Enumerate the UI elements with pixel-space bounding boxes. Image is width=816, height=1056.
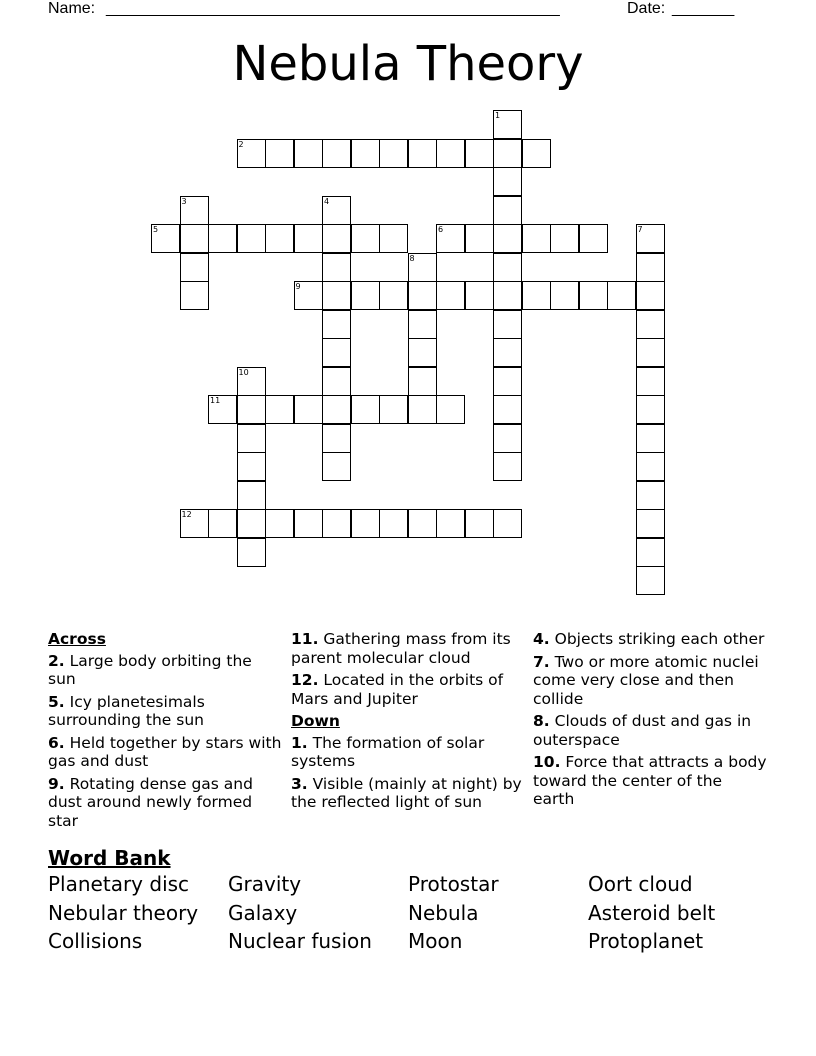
clue-down-7: [533, 653, 768, 709]
crossword-cell[interactable]: [465, 224, 494, 253]
clue-across-6: [48, 734, 283, 771]
crossword-cell[interactable]: [208, 509, 237, 538]
crossword-cell[interactable]: [493, 424, 522, 453]
crossword-cell[interactable]: [237, 452, 266, 481]
cell-number: 4: [324, 196, 330, 206]
cell-number: 3: [181, 196, 187, 206]
clue-text: Icy planetesimals surrounding the sun: [48, 692, 205, 729]
crossword-cell[interactable]: [265, 509, 294, 538]
crossword-cell[interactable]: [408, 139, 437, 168]
crossword-cell[interactable]: [322, 281, 351, 310]
crossword-cell[interactable]: [265, 395, 294, 424]
crossword-cell[interactable]: [180, 224, 209, 253]
cell-number: 6: [438, 225, 444, 234]
crossword-cell[interactable]: [237, 224, 266, 253]
name-label: Name:: [48, 0, 96, 17]
crossword-cell[interactable]: [493, 110, 522, 139]
crossword-cell[interactable]: [550, 281, 579, 310]
clue-number: 2.: [48, 651, 65, 670]
cell-number: 5: [153, 225, 159, 234]
word-bank-item: Nuclear fusion: [228, 929, 372, 953]
cell-number: 1: [495, 111, 501, 120]
clue-down-10: [533, 753, 768, 809]
word-bank-item: Nebular theory: [48, 901, 199, 925]
crossword-cell[interactable]: [265, 139, 294, 168]
crossword-cell[interactable]: [322, 338, 351, 367]
clue-across-11: [291, 630, 526, 667]
crossword-cell[interactable]: [351, 224, 380, 253]
cell-number: 8: [409, 253, 415, 263]
word-bank-item: Planetary disc: [48, 872, 190, 896]
crossword-cell[interactable]: [208, 395, 237, 424]
clue-number: 4.: [533, 630, 550, 648]
word-bank-item: Collisions: [48, 929, 143, 953]
clue-number: 8.: [533, 712, 550, 730]
clue-text: Rotating dense gas and dust around newly formed star: [48, 774, 253, 830]
crossword-cell[interactable]: [579, 281, 608, 310]
crossword-cell[interactable]: [180, 253, 209, 282]
crossword-cell[interactable]: [436, 509, 465, 538]
crossword-cell[interactable]: [493, 310, 522, 339]
clue-text: Visible (mainly at night) by the reflected light of sun: [291, 774, 522, 811]
crossword-cell[interactable]: [522, 139, 551, 168]
crossword-cell[interactable]: [522, 281, 551, 310]
crossword-cell[interactable]: [265, 224, 294, 253]
clue-text: Objects striking each other: [554, 630, 765, 648]
clue-down-1: [291, 734, 526, 771]
crossword-cell[interactable]: [351, 139, 380, 168]
crossword-cell[interactable]: [379, 139, 408, 168]
cell-number: 10: [238, 367, 249, 377]
crossword-cell[interactable]: [636, 310, 665, 339]
crossword-cell[interactable]: [636, 253, 665, 282]
crossword-cell[interactable]: [493, 452, 522, 481]
crossword-cell[interactable]: [151, 224, 180, 253]
clue-text: Two or more atomic nuclei come very close and then collide: [533, 652, 759, 708]
crossword-cell[interactable]: [493, 395, 522, 424]
cell-number: 9: [295, 282, 301, 291]
crossword-cell[interactable]: [436, 139, 465, 168]
clue-number: 11.: [291, 630, 319, 648]
crossword-cell[interactable]: [636, 367, 665, 396]
crossword-cell[interactable]: [180, 509, 209, 538]
clue-number: 7.: [533, 652, 550, 671]
word-bank-item: Asteroid belt: [588, 901, 716, 925]
crossword-cell[interactable]: [180, 196, 209, 225]
clue-across-9: [48, 775, 283, 831]
crossword-cell[interactable]: [436, 281, 465, 310]
clue-down-8: [533, 712, 768, 749]
crossword-cell[interactable]: [322, 452, 351, 481]
crossword-cell[interactable]: [351, 395, 380, 424]
down-heading: Down: [291, 712, 340, 730]
clue-text: Located in the orbits of Mars and Jupiter: [291, 671, 504, 708]
crossword-cell[interactable]: [408, 281, 437, 310]
word-bank-item: Gravity: [228, 872, 302, 896]
crossword-cell[interactable]: [208, 224, 237, 253]
crossword-cell[interactable]: [408, 395, 437, 424]
word-bank-item: Protoplanet: [588, 929, 704, 953]
clue-number: 6.: [48, 733, 65, 752]
crossword-cell[interactable]: [294, 139, 323, 168]
crossword-cell[interactable]: [636, 566, 665, 595]
crossword-cell[interactable]: [465, 139, 494, 168]
word-bank-title: Word Bank: [48, 846, 171, 870]
crossword-cell[interactable]: [408, 338, 437, 367]
crossword-cell[interactable]: [465, 281, 494, 310]
crossword-cell[interactable]: [294, 395, 323, 424]
crossword-cell[interactable]: [607, 281, 636, 310]
crossword-cell[interactable]: [465, 509, 494, 538]
word-bank-item: Oort cloud: [588, 872, 693, 896]
crossword-cell[interactable]: [322, 509, 351, 538]
cell-number: 7: [637, 225, 643, 234]
cell-number: 2: [238, 139, 244, 149]
crossword-cell[interactable]: [436, 224, 465, 253]
across-heading: Across: [48, 630, 106, 648]
word-bank-item: Galaxy: [228, 901, 298, 925]
crossword-cell[interactable]: [636, 452, 665, 481]
crossword-cell[interactable]: [351, 281, 380, 310]
crossword-cell[interactable]: [294, 281, 323, 310]
clue-number: 5.: [48, 692, 65, 711]
crossword-cell[interactable]: [322, 424, 351, 453]
crossword-cell[interactable]: [237, 367, 266, 396]
clue-column-3: [533, 630, 768, 813]
word-bank-item: Nebula: [408, 901, 479, 925]
crossword-cell[interactable]: [636, 338, 665, 367]
clue-down-4: [533, 630, 768, 649]
word-bank-item: Moon: [408, 929, 463, 953]
clue-number: 3.: [291, 774, 308, 793]
clue-column-2: [291, 630, 526, 816]
crossword-cell[interactable]: [408, 509, 437, 538]
clue-number: 9.: [48, 774, 65, 793]
page-title: Nebula Theory: [232, 36, 584, 92]
crossword-cell[interactable]: [636, 424, 665, 453]
crossword-cell[interactable]: [636, 395, 665, 424]
clue-text: Gathering mass from its parent molecular cloud: [291, 630, 511, 667]
clue-text: The formation of solar systems: [291, 733, 485, 770]
crossword-cell[interactable]: [493, 224, 522, 253]
clue-across-2: [48, 652, 283, 689]
crossword-cell[interactable]: [237, 139, 266, 168]
clue-number: 12.: [291, 671, 319, 689]
crossword-cell[interactable]: [379, 224, 408, 253]
crossword-cell[interactable]: [294, 224, 323, 253]
crossword-cell[interactable]: [180, 281, 209, 310]
crossword-cell[interactable]: [636, 509, 665, 538]
crossword-cell[interactable]: [237, 538, 266, 567]
crossword-cell[interactable]: [579, 224, 608, 253]
crossword-cell[interactable]: [493, 139, 522, 168]
crossword-cell[interactable]: [237, 395, 266, 424]
crossword-cell[interactable]: [322, 395, 351, 424]
crossword-cell[interactable]: [408, 367, 437, 396]
word-bank-item: Protostar: [408, 872, 499, 896]
cell-number: 12: [181, 510, 192, 519]
crossword-cell[interactable]: [636, 481, 665, 510]
clue-number: 10.: [533, 753, 561, 771]
crossword-cell[interactable]: [408, 310, 437, 339]
crossword-cell[interactable]: [379, 395, 408, 424]
clue-text: Force that attracts a body toward the center of the earth: [533, 753, 767, 808]
crossword-cell[interactable]: [322, 253, 351, 282]
clue-text: Held together by stars with gas and dust: [48, 733, 282, 770]
crossword-cell[interactable]: [436, 395, 465, 424]
crossword-cell[interactable]: [379, 281, 408, 310]
crossword-cell[interactable]: [493, 509, 522, 538]
clue-down-3: [291, 775, 526, 812]
crossword-cell[interactable]: [322, 367, 351, 396]
clue-text: Large body orbiting the sun: [48, 651, 252, 688]
name-field[interactable]: ___________________________________________________: [106, 0, 560, 17]
clue-number: 1.: [291, 733, 308, 752]
crossword-cell[interactable]: [636, 281, 665, 310]
crossword-cell[interactable]: [522, 224, 551, 253]
crossword-cell[interactable]: [379, 509, 408, 538]
crossword-cell[interactable]: [493, 253, 522, 282]
crossword-cell[interactable]: [493, 196, 522, 225]
crossword-cell[interactable]: [636, 538, 665, 567]
clue-column-1: [48, 630, 283, 834]
crossword-cell[interactable]: [237, 509, 266, 538]
cell-number: 11: [210, 396, 221, 405]
crossword-cell[interactable]: [237, 424, 266, 453]
clue-across-5: [48, 693, 283, 730]
crossword-cell[interactable]: [294, 509, 323, 538]
crossword-cell[interactable]: [493, 281, 522, 310]
crossword-cell[interactable]: [322, 139, 351, 168]
crossword-cell[interactable]: [493, 338, 522, 367]
crossword-cell[interactable]: [636, 224, 665, 253]
crossword-cell[interactable]: [408, 253, 437, 282]
crossword-cell[interactable]: [493, 167, 522, 196]
crossword-cell[interactable]: [550, 224, 579, 253]
date-label: Date:: [627, 0, 666, 17]
date-field[interactable]: _______: [672, 0, 735, 17]
crossword-cell[interactable]: [493, 367, 522, 396]
clue-text: Clouds of dust and gas in outerspace: [533, 712, 752, 749]
clue-across-12: [291, 671, 526, 708]
crossword-cell[interactable]: [351, 509, 380, 538]
crossword-cell[interactable]: [322, 310, 351, 339]
crossword-cell[interactable]: [322, 224, 351, 253]
crossword-cell[interactable]: [237, 481, 266, 510]
crossword-cell[interactable]: [322, 196, 351, 225]
